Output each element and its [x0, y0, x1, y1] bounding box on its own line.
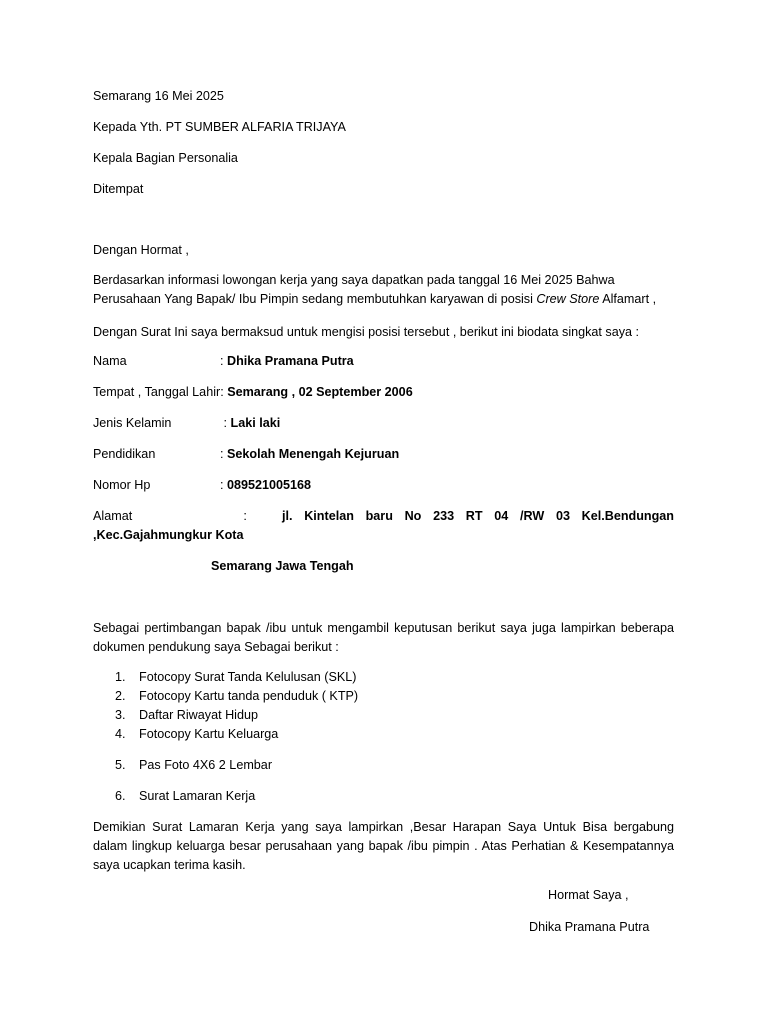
address-colon: : — [220, 509, 283, 523]
department-line: Kepala Bagian Personalia — [93, 151, 238, 165]
list-item: 3. Daftar Riwayat Hidup — [115, 708, 258, 722]
phone-label: Nomor Hp — [93, 478, 151, 492]
biodata-phone — [93, 476, 674, 495]
biodata-birth — [93, 383, 674, 402]
list-item: 4. Fotocopy Kartu Keluarga — [115, 727, 279, 741]
education-colon: : — [220, 447, 227, 461]
education-label: Pendidikan — [93, 447, 156, 461]
biodata-education — [93, 445, 674, 464]
signature-name: Dhika Pramana Putra — [529, 920, 650, 934]
greeting: Dengan Hormat , — [93, 243, 189, 257]
list-item: 6. Surat Lamaran Kerja — [115, 789, 256, 803]
gender-colon: : — [220, 416, 231, 430]
birth-value: Semarang , 02 September 2006 — [227, 385, 413, 399]
birth-colon: : — [220, 385, 228, 399]
purpose-paragraph: Dengan Surat Ini saya bermaksud untuk mengisi posisi tersebut , berikut ini biodata singkat saya : — [93, 325, 640, 339]
attachments-list — [93, 668, 653, 806]
address-line-2: Semarang Jawa Tengah — [211, 559, 354, 573]
education-value: Sekolah Menengah Kejuruan — [227, 447, 400, 461]
place-line: Ditempat — [93, 182, 144, 196]
recipient-line: Kepada Yth. PT SUMBER ALFARIA TRIJAYA — [93, 120, 346, 134]
sign-off: Hormat Saya , — [548, 888, 629, 902]
list-item: 2. Fotocopy Kartu tanda penduduk ( KTP) — [115, 689, 359, 703]
name-colon: : — [220, 354, 227, 368]
attachments-intro: Sebagai pertimbangan bapak /ibu untuk mengambil keputusan berikut saya juga lampirkan beberapa dokumen pendukung saya Sebagai berikut : — [93, 621, 674, 654]
intro-text-2: Alfamart , — [599, 292, 657, 306]
date-line: Semarang 16 Mei 2025 — [93, 89, 224, 103]
phone-colon: : — [220, 478, 227, 492]
gender-label: Jenis Kelamin — [93, 416, 172, 430]
intro-paragraph — [93, 271, 674, 309]
address-label: Alamat — [93, 509, 133, 523]
biodata-address — [93, 507, 674, 545]
biodata-gender — [93, 414, 674, 433]
intro-text-1: Berdasarkan informasi lowongan kerja yang saya dapatkan pada tanggal 16 Mei 2025 Bahwa Perusahaan Yang Bapak/ Ibu Pimpin sedang membutuhkan karyawan di posisi — [93, 273, 615, 306]
gender-value: Laki laki — [230, 416, 281, 430]
intro-position: Crew Store — [536, 292, 600, 306]
biodata-name — [93, 352, 674, 371]
birth-label: Tempat , Tanggal Lahir — [93, 385, 221, 399]
closing-paragraph: Demikian Surat Lamaran Kerja yang saya lampirkan ,Besar Harapan Saya Untuk Bisa bergabung dalam lingkup keluarga besar perusahaan yang bapak /ibu pimpin . Atas Perhatian & Kesempatannya saya ucapkan terima kasih. — [93, 820, 674, 872]
phone-value: 089521005168 — [227, 478, 312, 492]
list-item: 5. Pas Foto 4X6 2 Lembar — [115, 758, 273, 772]
name-label: Nama — [93, 354, 127, 368]
list-item: 1. Fotocopy Surat Tanda Kelulusan (SKL) — [115, 670, 357, 684]
address-value: jl. Kintelan baru No 233 RT 04 /RW 03 Kel.Bendungan ,Kec.Gajahmungkur Kota — [93, 509, 675, 542]
name-value: Dhika Pramana Putra — [227, 354, 354, 368]
